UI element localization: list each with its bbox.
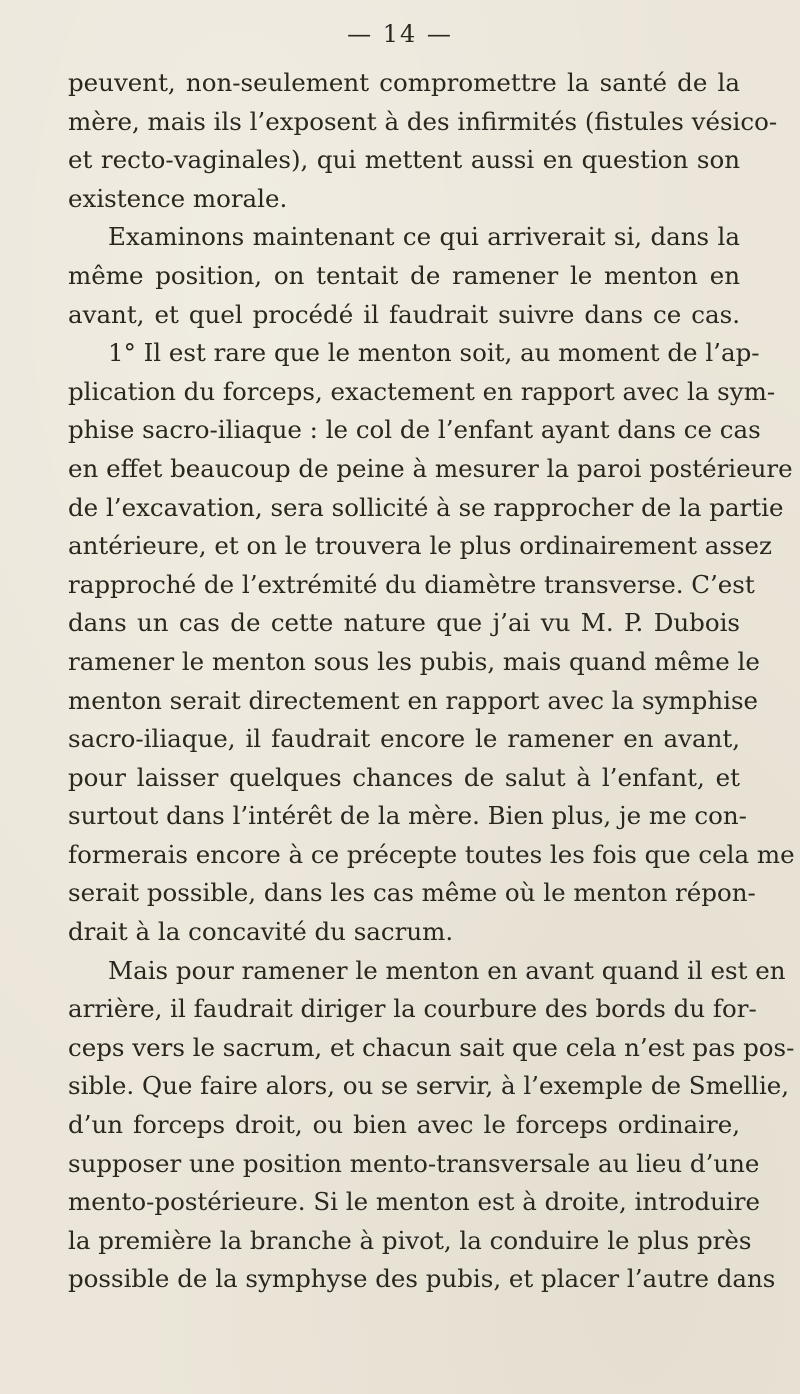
text-line: de l’excavation, sera sollicité à se rapprocher de la partie (68, 492, 784, 522)
text-line: Examinons maintenant ce qui arriverait si, dans la (108, 222, 740, 252)
text-line: Mais pour ramener le menton en avant quand il est en (108, 955, 786, 985)
text-line: sible. Que faire alors, ou se servir, à l’exemple de Smellie, (68, 1071, 790, 1101)
text-line: menton serait directement en rapport avec la symphise (68, 685, 759, 715)
text-line: en effet beaucoup de peine à mesurer la paroi postérieure (68, 453, 793, 483)
text-line: avant, et quel procédé il faudrait suivre dans ce cas. (68, 299, 740, 329)
text-line: surtout dans l’intérêt de la mère. Bien plus, je me con- (68, 801, 747, 831)
text-line: rapproché de l’extrémité du diamètre transverse. C’est (68, 569, 755, 599)
text-line: et recto-vaginales), qui mettent aussi en question son (68, 145, 740, 175)
text-line: arrière, il faudrait diriger la courbure des bords du for- (68, 994, 757, 1024)
text-line: pour laisser quelques chances de salut à l’enfant, et (68, 762, 740, 792)
text-line: plication du forceps, exactement en rapport avec la sym- (68, 376, 776, 406)
text-line: mère, mais ils l’exposent à des infirmités (fistules vésico- (68, 106, 778, 136)
text-line: sacro-iliaque, il faudrait encore le ramener en avant, (68, 724, 740, 754)
text-line: la première la branche à pivot, la conduire le plus près (68, 1225, 752, 1255)
text-line: phise sacro-iliaque : le col de l’enfant ayant dans ce cas (68, 415, 761, 445)
text-line: antérieure, et on le trouvera le plus ordinairement assez (68, 531, 772, 561)
text-line: possible de la symphyse des pubis, et placer l’autre dans (68, 1264, 776, 1294)
text-line: drait à la concavité du sacrum. (68, 917, 454, 947)
text-line: serait possible, dans les cas même où le menton répon- (68, 878, 756, 908)
text-line: existence morale. (68, 183, 288, 213)
text-line: mento-postérieure. Si le menton est à droite, introduire (68, 1187, 760, 1217)
page-body-text (68, 64, 795, 1299)
text-line: dans un cas de cette nature que j’ai vu M. P. Dubois (68, 608, 740, 638)
text-line: ramener le menton sous les pubis, mais quand même le (68, 646, 760, 676)
page-number: — 14 — (347, 20, 453, 48)
text-line: supposer une position mento-transversale au lieu d’une (68, 1148, 760, 1178)
text-line: 1° Il est rare que le menton soit, au moment de l’ap- (108, 338, 760, 368)
text-line: d’un forceps droit, ou bien avec le forceps ordinaire, (68, 1110, 740, 1140)
text-line: peuvent, non-seulement compromettre la santé de la (68, 68, 740, 97)
text-line: même position, on tentait de ramener le menton en (68, 260, 740, 290)
text-line: formerais encore à ce précepte toutes les fois que cela me (68, 839, 795, 869)
text-line: ceps vers le sacrum, et chacun sait que cela n’est pas pos- (68, 1032, 795, 1062)
